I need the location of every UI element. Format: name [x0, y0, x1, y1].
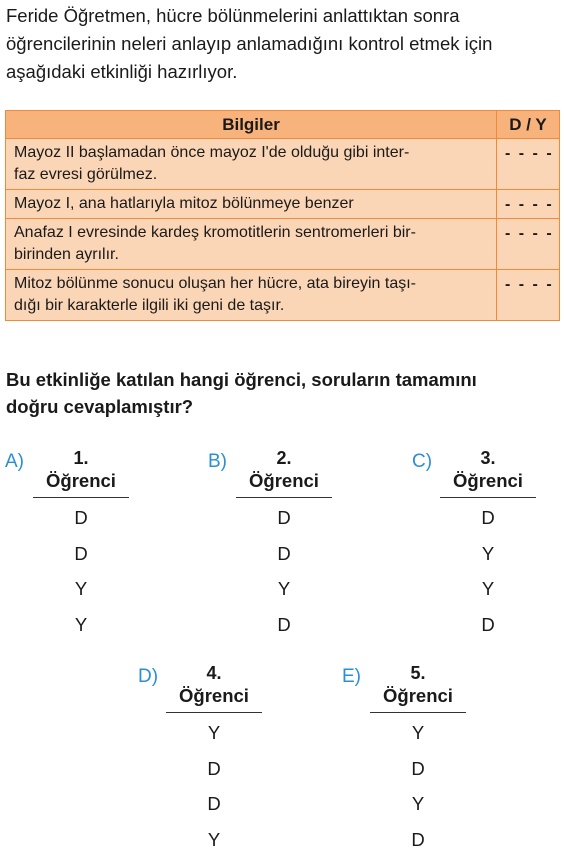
student-number: 5.: [370, 662, 466, 684]
statement-cell: [6, 139, 497, 190]
answer-blank: - - - -: [497, 139, 560, 190]
answer-value: D: [236, 500, 332, 536]
table-row: [6, 190, 560, 219]
student-column: [166, 662, 262, 857]
student-column: [370, 662, 466, 857]
answer-value: D: [370, 822, 466, 857]
info-table: [5, 110, 560, 321]
statement-line: dığı bir karakterle ilgili iki geni de taşır.: [14, 295, 490, 317]
header-dy: D / Y: [497, 111, 560, 139]
statement-line: faz evresi görülmez.: [14, 164, 490, 186]
student-number: 1.: [33, 447, 129, 469]
answer-list: [370, 713, 466, 857]
intro-paragraph: [6, 2, 558, 86]
option-letter: B): [208, 451, 227, 473]
statement-cell: [6, 270, 497, 321]
answer-list: [440, 498, 536, 642]
statement-line: Anafaz I evresinde kardeş kromotitlerin sentromerleri bir-: [14, 222, 490, 244]
question-line: doğru cevaplamıştır?: [6, 393, 558, 420]
statement-line: Mayoz I, ana hatlarıyla mitoz bölünmeye benzer: [14, 193, 490, 215]
answer-value: Y: [440, 571, 536, 607]
answer-value: D: [166, 786, 262, 822]
answer-blank: - - - -: [497, 219, 560, 270]
student-number: 2.: [236, 447, 332, 469]
student-number: 3.: [440, 447, 536, 469]
statement-cell: [6, 190, 497, 219]
statement-line: Mayoz II başlamadan önce mayoz I'de olduğu gibi inter-: [14, 142, 490, 164]
answer-value: D: [440, 607, 536, 643]
answer-value: D: [166, 751, 262, 787]
option-letter: D): [138, 666, 158, 688]
option-letter: E): [342, 666, 361, 688]
answer-value: Y: [370, 786, 466, 822]
table-row: [6, 139, 560, 190]
student-column: [236, 447, 332, 642]
answer-list: [33, 498, 129, 642]
answer-value: Y: [440, 536, 536, 572]
answer-blank: - - - -: [497, 190, 560, 219]
table-row: [6, 270, 560, 321]
answer-value: Y: [33, 571, 129, 607]
option-letter: A): [5, 451, 24, 473]
answer-value: Y: [236, 571, 332, 607]
student-column: [33, 447, 129, 642]
answer-list: [236, 498, 332, 642]
student-label: Öğrenci: [236, 469, 332, 498]
table-header-row: [6, 111, 560, 139]
answer-value: D: [236, 607, 332, 643]
header-bilgiler: Bilgiler: [6, 111, 497, 139]
answer-value: Y: [370, 715, 466, 751]
statement-line: birinden ayrılır.: [14, 244, 490, 266]
answer-value: Y: [166, 715, 262, 751]
student-label: Öğrenci: [370, 684, 466, 713]
answer-blank: - - - -: [497, 270, 560, 321]
intro-line: aşağıdaki etkinliği hazırlıyor.: [6, 58, 558, 86]
student-label: Öğrenci: [33, 469, 129, 498]
answer-list: [166, 713, 262, 857]
intro-line: öğrencilerinin neleri anlayıp anlamadığını kontrol etmek için: [6, 30, 558, 58]
option-letter: C): [412, 451, 432, 473]
question-text: [6, 366, 558, 420]
student-label: Öğrenci: [440, 469, 536, 498]
answer-value: D: [33, 536, 129, 572]
intro-line: Feride Öğretmen, hücre bölünmelerini anlattıktan sonra: [6, 2, 558, 30]
student-number: 4.: [166, 662, 262, 684]
answer-value: D: [33, 500, 129, 536]
statement-line: Mitoz bölünme sonucu oluşan her hücre, ata bireyin taşı-: [14, 273, 490, 295]
answer-value: D: [440, 500, 536, 536]
answer-value: Y: [166, 822, 262, 857]
question-line: Bu etkinliğe katılan hangi öğrenci, soruların tamamını: [6, 366, 558, 393]
student-column: [440, 447, 536, 642]
table-row: [6, 219, 560, 270]
answer-value: D: [370, 751, 466, 787]
student-label: Öğrenci: [166, 684, 262, 713]
statement-cell: [6, 219, 497, 270]
answer-value: D: [236, 536, 332, 572]
answer-value: Y: [33, 607, 129, 643]
